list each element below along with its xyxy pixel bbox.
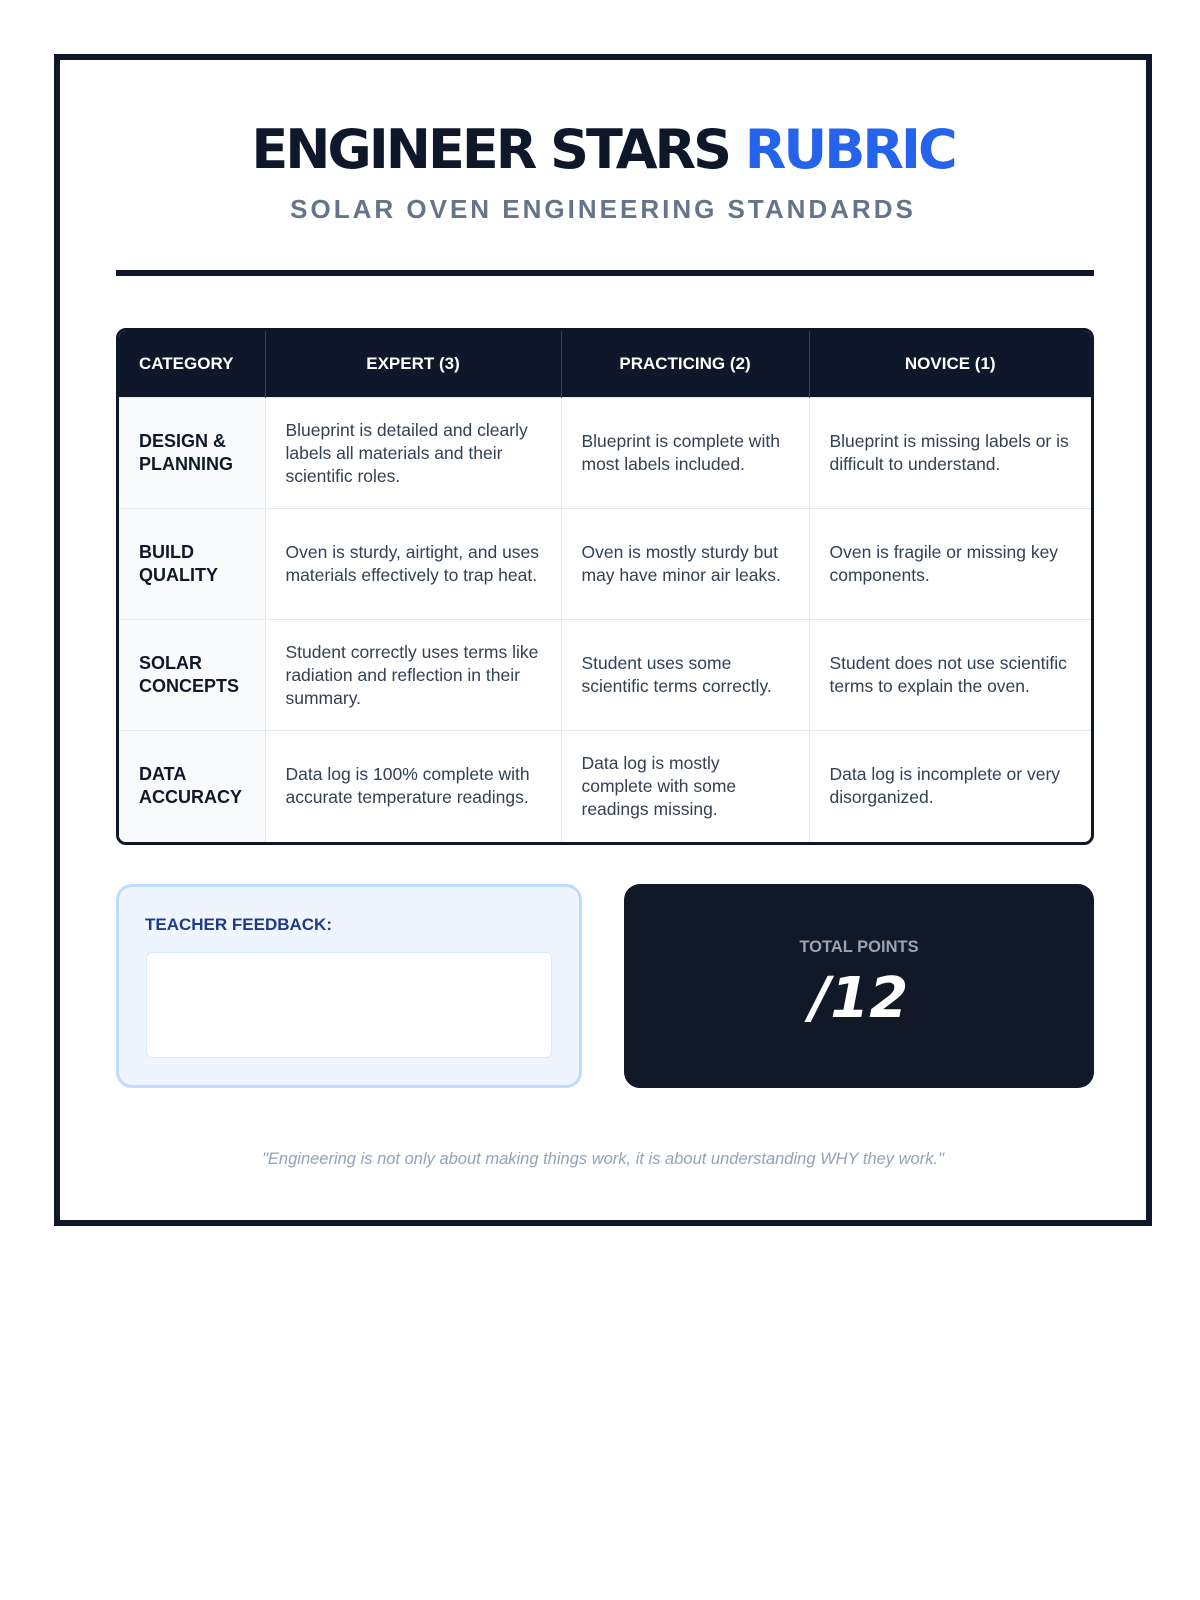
title-accent: RUBRIC bbox=[744, 118, 955, 181]
table-row bbox=[119, 509, 1091, 620]
rubric-sheet bbox=[54, 54, 1152, 1226]
footer-quote: "Engineering is not only about making things work, it is about understanding WHY they work." bbox=[262, 1150, 944, 1168]
rubric-table bbox=[116, 328, 1094, 845]
column-header-expert: EXPERT (3) bbox=[265, 331, 561, 398]
expert-cell: Student correctly uses terms like radiation and reflection in their summary. bbox=[265, 620, 561, 731]
practicing-cell: Oven is mostly sturdy but may have minor air leaks. bbox=[561, 509, 809, 620]
total-points-label: TOTAL POINTS bbox=[799, 938, 919, 956]
title-main: ENGINEER STARS bbox=[251, 118, 745, 181]
practicing-cell: Blueprint is complete with most labels included. bbox=[561, 398, 809, 509]
novice-cell: Oven is fragile or missing key components. bbox=[809, 509, 1091, 620]
total-points-value: /12 bbox=[809, 966, 909, 1031]
page-title bbox=[60, 118, 1146, 182]
page-subtitle: SOLAR OVEN ENGINEERING STANDARDS bbox=[290, 194, 916, 224]
expert-cell: Data log is 100% complete with accurate temperature readings. bbox=[265, 731, 561, 842]
table-header-row bbox=[119, 331, 1091, 398]
novice-cell: Student does not use scientific terms to explain the oven. bbox=[809, 620, 1091, 731]
total-points-panel bbox=[624, 884, 1094, 1088]
column-header-practicing: PRACTICING (2) bbox=[561, 331, 809, 398]
category-cell: DATA ACCURACY bbox=[119, 731, 265, 842]
teacher-feedback-field[interactable] bbox=[146, 952, 552, 1058]
category-cell: BUILD QUALITY bbox=[119, 509, 265, 620]
practicing-cell: Student uses some scientific terms correctly. bbox=[561, 620, 809, 731]
novice-cell: Blueprint is missing labels or is difficult to understand. bbox=[809, 398, 1091, 509]
column-header-novice: NOVICE (1) bbox=[809, 331, 1091, 398]
teacher-feedback-panel bbox=[116, 884, 582, 1088]
table-row bbox=[119, 620, 1091, 731]
expert-cell: Blueprint is detailed and clearly labels all materials and their scientific roles. bbox=[265, 398, 561, 509]
category-cell: SOLAR CONCEPTS bbox=[119, 620, 265, 731]
expert-cell: Oven is sturdy, airtight, and uses materials effectively to trap heat. bbox=[265, 509, 561, 620]
table-row bbox=[119, 731, 1091, 842]
category-cell: DESIGN & PLANNING bbox=[119, 398, 265, 509]
novice-cell: Data log is incomplete or very disorganized. bbox=[809, 731, 1091, 842]
column-header-category: CATEGORY bbox=[119, 331, 265, 398]
practicing-cell: Data log is mostly complete with some readings missing. bbox=[561, 731, 809, 842]
table-row bbox=[119, 398, 1091, 509]
header-divider bbox=[116, 270, 1094, 276]
teacher-feedback-label: TEACHER FEEDBACK: bbox=[145, 915, 332, 934]
